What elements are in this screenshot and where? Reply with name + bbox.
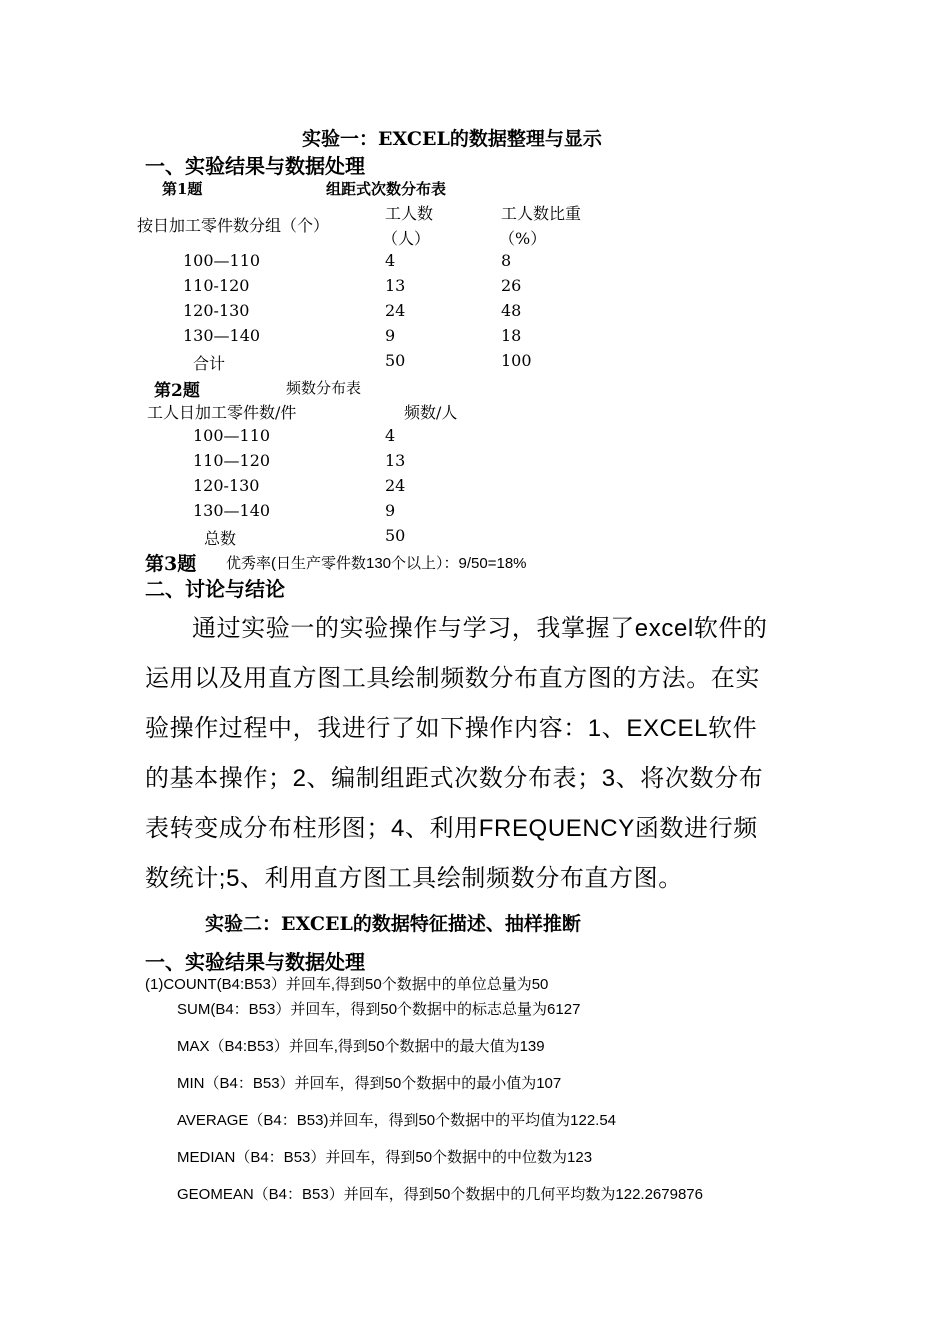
exp2-section1-heading: 一、实验结果与数据处理 bbox=[145, 952, 365, 974]
q2-cell-group: 130—140 bbox=[193, 501, 271, 520]
discussion-line: 数统计;5、利用直方图工具绘制频数分布直方图。 bbox=[145, 865, 683, 892]
q2-cell-freq: 4 bbox=[385, 426, 396, 445]
result-line: SUM(B4：B53）并回车，得到50个数据中的标志总量为6127 bbox=[177, 1001, 581, 1018]
result-line: GEOMEAN（B4：B53）并回车，得到50个数据中的几何平均数为122.2679876 bbox=[177, 1186, 703, 1203]
q1-header-workers-unit: （人） bbox=[382, 229, 431, 248]
q1-cell-ratio: 100 bbox=[501, 351, 532, 370]
q1-header-group: 按日加工零件数分组（个） bbox=[137, 216, 330, 235]
q1-caption: 组距式次数分布表 bbox=[326, 181, 447, 198]
discussion-line: 表转变成分布柱形图；4、利用FREQUENCY函数进行频 bbox=[145, 815, 758, 842]
q1-cell-workers: 13 bbox=[385, 276, 406, 295]
q2-caption: 频数分布表 bbox=[286, 379, 362, 397]
result-line: AVERAGE（B4：B53)并回车，得到50个数据中的平均值为122.54 bbox=[177, 1112, 617, 1129]
discussion-line: 的基本操作；2、编制组距式次数分布表；3、将次数分布 bbox=[145, 765, 764, 792]
exp1-section2-heading: 二、讨论与结论 bbox=[145, 579, 285, 601]
q2-cell-freq: 13 bbox=[385, 451, 406, 470]
q2-cell-group: 总数 bbox=[204, 529, 237, 548]
q1-cell-group: 100—110 bbox=[183, 251, 261, 270]
q2-header-freq: 频数/人 bbox=[404, 403, 458, 422]
q1-header-ratio: 工人数比重 bbox=[501, 204, 582, 223]
exp2-title: 实验二：EXCEL的数据特征描述、抽样推断 bbox=[205, 913, 581, 935]
q2-cell-group: 120-130 bbox=[193, 476, 260, 495]
q1-cell-workers: 4 bbox=[385, 251, 396, 270]
q1-cell-workers: 24 bbox=[385, 301, 406, 320]
q3-text: 优秀率(日生产零件数130个以上）：9/50=18% bbox=[226, 555, 527, 572]
q1-cell-ratio: 8 bbox=[501, 251, 512, 270]
q1-cell-ratio: 48 bbox=[501, 301, 522, 320]
q1-cell-group: 合计 bbox=[193, 354, 226, 373]
q1-cell-ratio: 18 bbox=[501, 326, 522, 345]
q2-header-group: 工人日加工零件数/件 bbox=[147, 403, 297, 422]
q2-label: 第2题 bbox=[154, 381, 200, 401]
exp1-title: 实验一：EXCEL的数据整理与显示 bbox=[302, 128, 602, 150]
q1-header-workers: 工人数 bbox=[385, 204, 434, 223]
q2-cell-freq: 24 bbox=[385, 476, 406, 495]
q3-label: 第3题 bbox=[145, 553, 197, 575]
q1-cell-ratio: 26 bbox=[501, 276, 522, 295]
q1-label: 第1题 bbox=[162, 180, 203, 198]
result-line: MIN（B4：B53）并回车，得到50个数据中的最小值为107 bbox=[177, 1075, 562, 1092]
q2-cell-group: 100—110 bbox=[193, 426, 271, 445]
result-line: MEDIAN（B4：B53）并回车，得到50个数据中的中位数为123 bbox=[177, 1149, 593, 1166]
q1-cell-workers: 9 bbox=[385, 326, 396, 345]
q2-cell-freq: 9 bbox=[385, 501, 396, 520]
q1-cell-workers: 50 bbox=[385, 351, 406, 370]
q1-header-ratio-unit: （%） bbox=[499, 229, 547, 248]
q1-cell-group: 120-130 bbox=[183, 301, 250, 320]
exp1-section1-heading: 一、实验结果与数据处理 bbox=[145, 156, 365, 178]
result-line: MAX（B4:B53）并回车,得到50个数据中的最大值为139 bbox=[177, 1038, 545, 1055]
discussion-line: 验操作过程中，我进行了如下操作内容：1、EXCEL软件 bbox=[145, 715, 758, 742]
q1-cell-group: 130—140 bbox=[183, 326, 261, 345]
q2-cell-group: 110—120 bbox=[193, 451, 271, 470]
discussion-line: 通过实验一的实验操作与学习，我掌握了excel软件的 bbox=[192, 615, 768, 642]
discussion-line: 运用以及用直方图工具绘制频数分布直方图的方法。在实 bbox=[145, 665, 760, 692]
result-line: (1)COUNT(B4:B53）并回车,得到50个数据中的单位总量为50 bbox=[145, 976, 549, 993]
q1-cell-group: 110-120 bbox=[183, 276, 250, 295]
q2-cell-freq: 50 bbox=[385, 526, 406, 545]
